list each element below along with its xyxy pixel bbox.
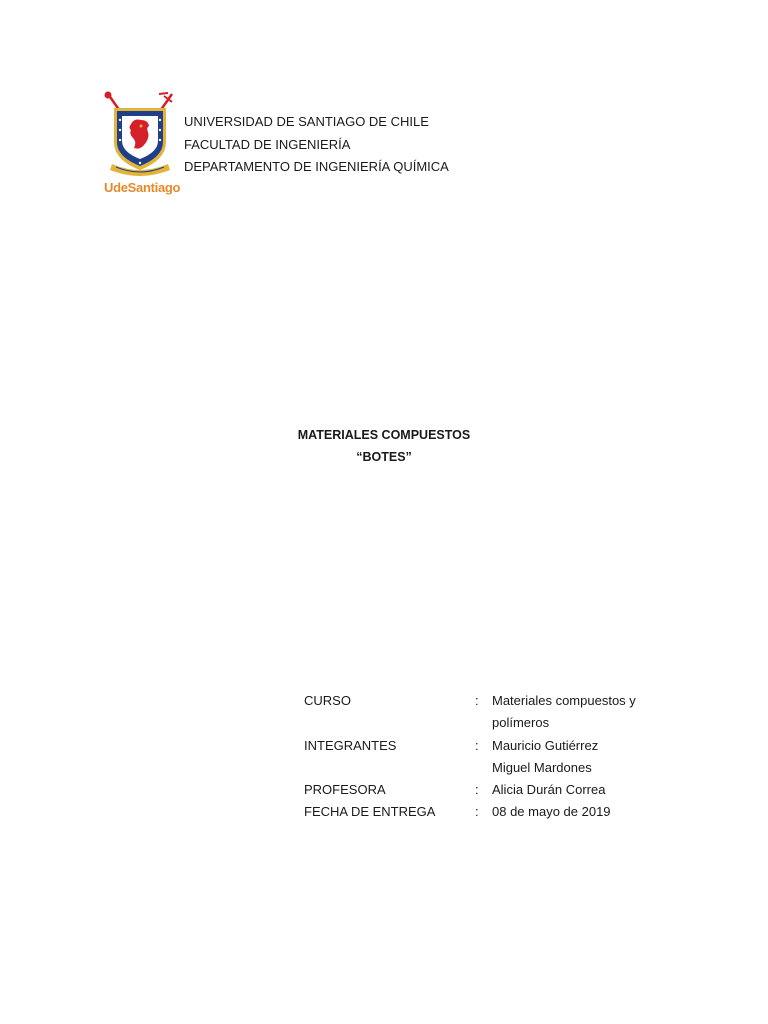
title-line-2: “BOTES” — [356, 450, 412, 464]
info-separator: : — [475, 693, 479, 708]
shield-crest-icon — [104, 90, 176, 180]
info-value: polímeros — [492, 715, 550, 731]
logo-wordmark: UdeSantiago — [104, 180, 181, 195]
institution-header — [184, 111, 449, 179]
info-key: FECHA DE ENTREGA — [304, 804, 436, 820]
info-value: 08 de mayo de 2019 — [492, 804, 611, 820]
department-name: DEPARTAMENTO DE INGENIERÍA QUÍMICA — [184, 159, 449, 174]
info-separator: : — [475, 737, 479, 753]
info-key: CURSO — [304, 693, 351, 708]
info-value: Alicia Durán Correa — [492, 782, 606, 798]
info-separator: : — [475, 782, 479, 798]
info-value: Mauricio Gutiérrez — [492, 737, 599, 753]
info-value: Miguel Mardones — [492, 759, 592, 775]
document-title — [0, 424, 768, 468]
title-line-1: MATERIALES COMPUESTOS — [297, 428, 471, 442]
university-name: UNIVERSIDAD DE SANTIAGO DE CHILE — [184, 114, 429, 129]
info-key: PROFESORA — [304, 782, 386, 798]
info-key: INTEGRANTES — [304, 737, 397, 753]
info-value: Materiales compuestos y — [492, 693, 636, 708]
faculty-name: FACULTAD DE INGENIERÍA — [184, 136, 351, 152]
university-logo — [104, 90, 181, 202]
info-separator: : — [475, 804, 479, 820]
